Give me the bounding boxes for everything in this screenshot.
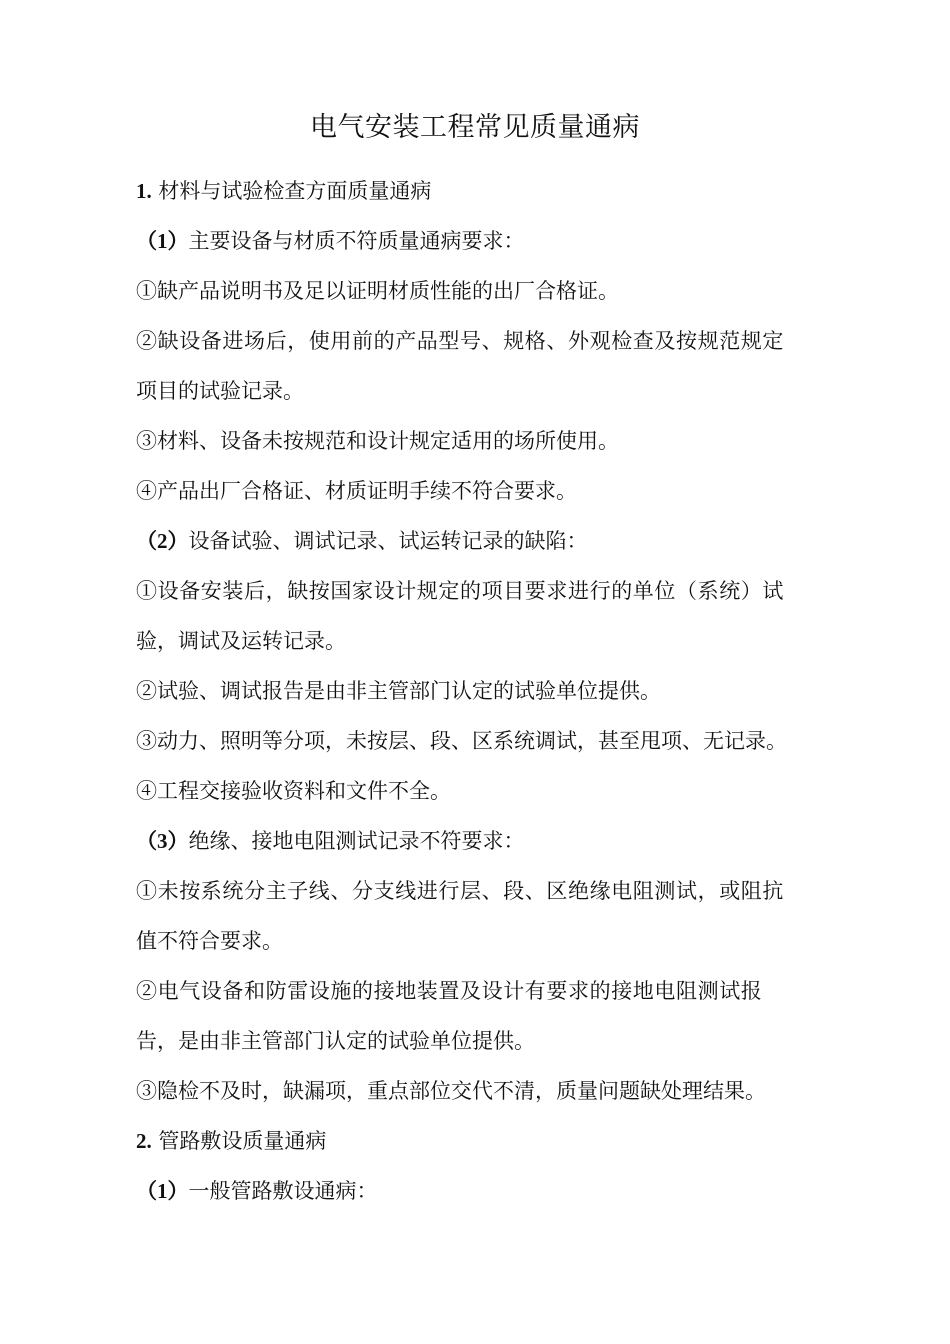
paragraph-text: 项目的试验记录。 xyxy=(136,379,304,403)
section-heading xyxy=(136,166,826,216)
subsection-heading xyxy=(136,816,826,866)
paragraph-line xyxy=(136,466,826,516)
document-title: 电气安装工程常见质量通病 xyxy=(310,112,640,143)
paragraph-line xyxy=(136,266,826,316)
paragraph-line xyxy=(136,716,826,766)
paragraph-text: ③材料、设备未按规范和设计规定适用的场所使用。 xyxy=(136,429,619,453)
paragraph-line xyxy=(136,1066,826,1116)
subsection-number: （3） xyxy=(136,829,189,853)
paragraph-line xyxy=(136,966,826,1016)
paragraph-line xyxy=(136,416,826,466)
paragraph-text: ①设备安装后，缺按国家设计规定的项目要求进行的单位（系统）试 xyxy=(136,579,784,603)
subsection-heading xyxy=(136,516,826,566)
paragraph-text: ③动力、照明等分项，未按层、段、区系统调试，甚至甩项、无记录。 xyxy=(136,729,787,753)
paragraph-text: ②缺设备进场后，使用前的产品型号、规格、外观检查及按规范规定 xyxy=(136,329,784,353)
subsection-text: 设备试验、调试记录、试运转记录的缺陷： xyxy=(188,529,588,553)
paragraph-text: ①缺产品说明书及足以证明材质性能的出厂合格证。 xyxy=(136,279,619,303)
section-heading xyxy=(136,1116,826,1166)
paragraph-line xyxy=(136,916,826,966)
paragraph-text: ③隐检不及时，缺漏项，重点部位交代不清，质量问题缺处理结果。 xyxy=(136,1079,766,1103)
paragraph-line xyxy=(136,366,826,416)
subsection-heading xyxy=(136,216,826,266)
paragraph-text: ②试验、调试报告是由非主管部门认定的试验单位提供。 xyxy=(136,679,661,703)
subsection-heading xyxy=(136,1166,826,1216)
section-number: 1. xyxy=(136,179,152,203)
paragraph-line xyxy=(136,1016,826,1066)
paragraph-text: 值不符合要求。 xyxy=(136,929,283,953)
paragraph-line xyxy=(136,316,826,366)
paragraph-line xyxy=(136,616,826,666)
paragraph-line xyxy=(136,766,826,816)
subsection-text: 绝缘、接地电阻测试记录不符要求： xyxy=(188,829,525,853)
section-text: 管路敷设质量通病 xyxy=(151,1129,327,1153)
subsection-text: 主要设备与材质不符质量通病要求： xyxy=(188,229,525,253)
document-body xyxy=(136,166,826,1216)
paragraph-line xyxy=(136,566,826,616)
paragraph-line xyxy=(136,866,826,916)
subsection-number: （1） xyxy=(136,229,189,253)
paragraph-text: ①未按系统分主子线、分支线进行层、段、区绝缘电阻测试，或阻抗 xyxy=(136,879,784,903)
paragraph-text: ④产品出厂合格证、材质证明手续不符合要求。 xyxy=(136,479,577,503)
subsection-number: （2） xyxy=(136,529,189,553)
section-number: 2. xyxy=(136,1129,152,1153)
paragraph-text: ④工程交接验收资料和文件不全。 xyxy=(136,779,451,803)
paragraph-text: 验，调试及运转记录。 xyxy=(136,629,346,653)
paragraph-line xyxy=(136,666,826,716)
section-text: 材料与试验检查方面质量通病 xyxy=(151,179,432,203)
subsection-text: 一般管路敷设通病： xyxy=(188,1179,378,1203)
paragraph-text: ②电气设备和防雷设施的接地装置及设计有要求的接地电阻测试报 xyxy=(136,979,763,1003)
paragraph-text: 告，是由非主管部门认定的试验单位提供。 xyxy=(136,1029,535,1053)
subsection-number: （1） xyxy=(136,1179,189,1203)
